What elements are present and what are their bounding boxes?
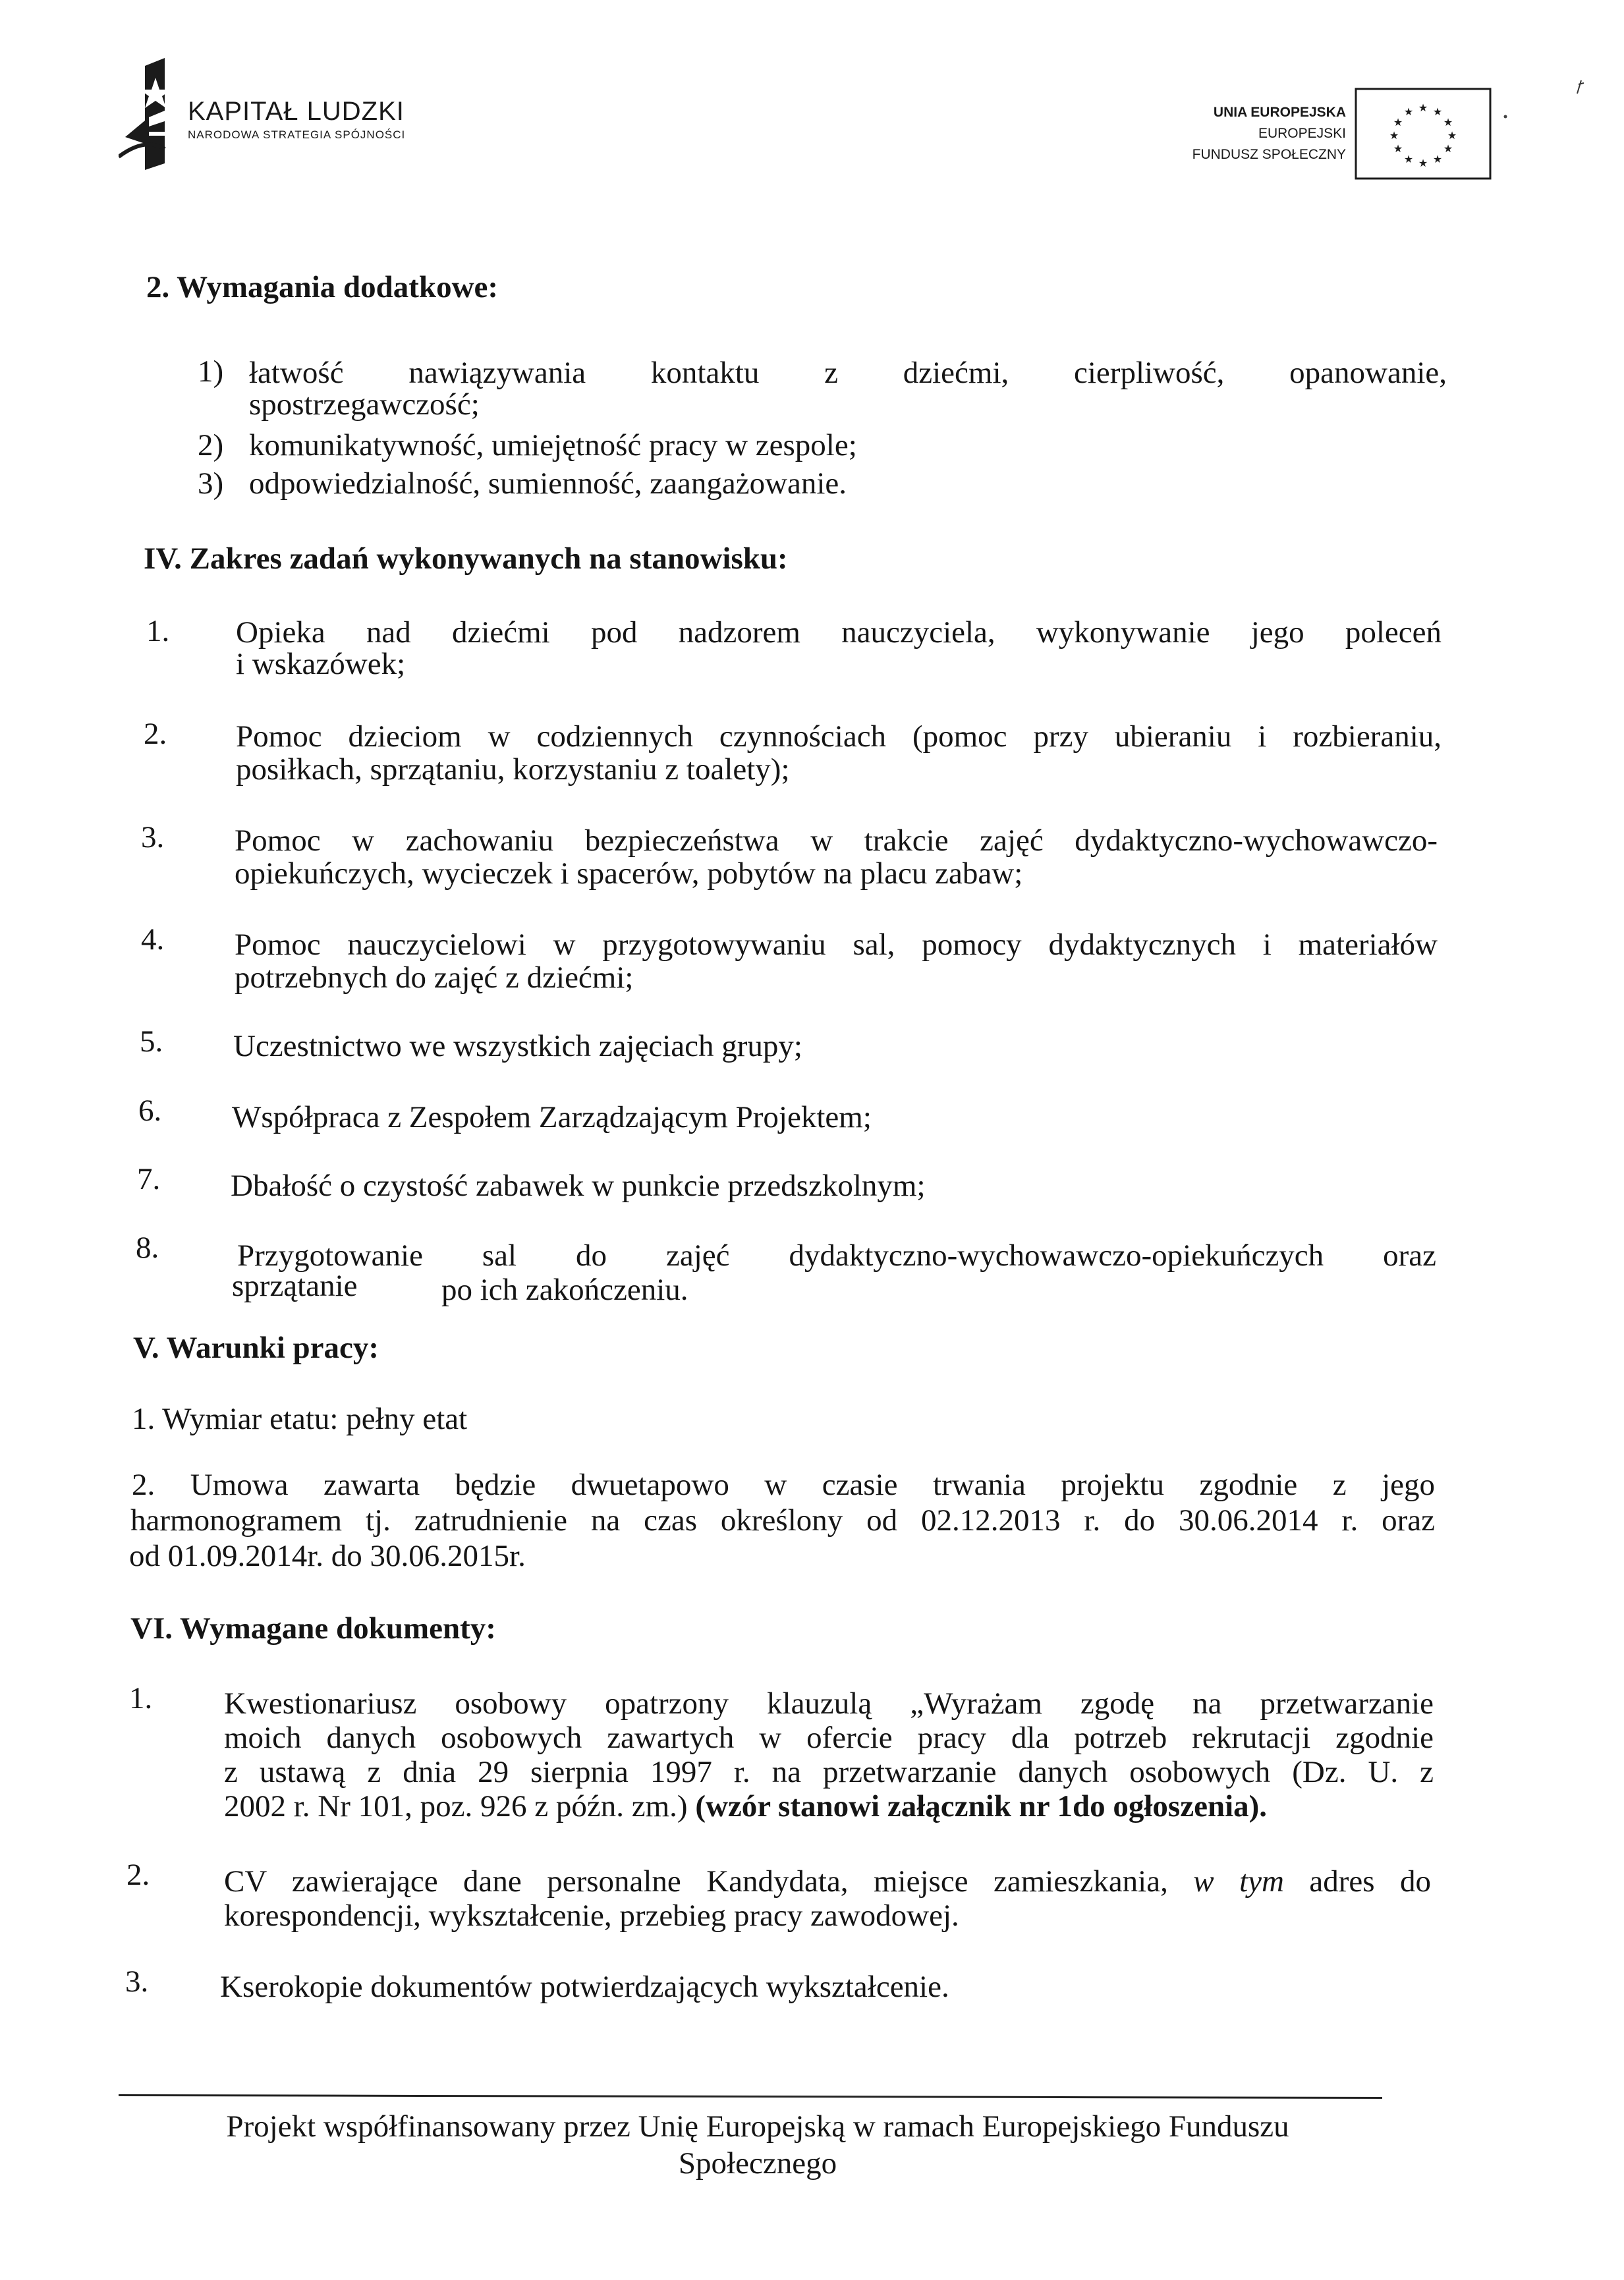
duty-item-8-line-1: Przygotowanie sal do zajęć dydaktyczno-wychowawczo-opiekuńczych oraz: [237, 1238, 1436, 1273]
scan-dot: [1502, 112, 1509, 121]
eu-fund-label: [1192, 102, 1346, 165]
duty-item-7-line-1: Dbałość o czystość zabawek w punkcie przedszkolnym;: [231, 1169, 926, 1203]
section-title-documents: VI. Wymagane dokumenty:: [130, 1611, 496, 1646]
eu-line-2: EUROPEJSKI: [1258, 126, 1346, 141]
conditions-item-2-line-2: harmonogramem tj. zatrudnienie na czas określony od 02.12.2013 r. do 30.06.2014 r. oraz: [130, 1503, 1435, 1538]
duty-item-1-line-1: Opieka nad dziećmi pod nadzorem nauczyciela, wykonywanie jego poleceń: [236, 615, 1442, 650]
svg-text:★: ★: [1403, 105, 1414, 118]
duty-item-2-line-2: posiłkach, sprzątaniu, korzystaniu z toalety);: [236, 752, 790, 787]
doc-item-1-line-3: z ustawą z dnia 29 sierpnia 1997 r. na przetwarzanie danych osobowych (Dz. U. z: [224, 1755, 1434, 1789]
doc-item-2-line-1-end: adres do: [1309, 1864, 1431, 1899]
doc-item-1-line-2: moich danych osobowych zawartych w ofercie pracy dla potrzeb rekrutacji zgodnie: [224, 1721, 1434, 1755]
svg-text:★: ★: [1393, 116, 1403, 128]
svg-text:★: ★: [1447, 129, 1457, 142]
duty-item-3-number: 3.: [141, 820, 165, 854]
doc-item-1-attachment-note: (wzór stanowi załącznik nr 1do ogłoszenia).: [695, 1789, 1268, 1823]
doc-item-1-line-4-text: 2002 r. Nr 101, poz. 926 z późn. zm.): [224, 1789, 688, 1823]
svg-text:★: ★: [1389, 129, 1399, 142]
duty-item-7-number: 7.: [137, 1162, 161, 1196]
doc-item-2-line-1-italic: w tym: [1193, 1864, 1284, 1899]
section-title-duties: IV. Zakres zadań wykonywanych na stanowisku:: [144, 542, 788, 576]
req-item-1-line-2: spostrzegawczość;: [249, 387, 480, 422]
footer-line-1: Projekt współfinansowany przez Unię Europejską w ramach Europejskiego Funduszu: [226, 2109, 1289, 2144]
duty-item-6-line-1: Współpraca z Zespołem Zarządzającym Projektem;: [232, 1100, 872, 1134]
svg-text:★: ★: [1403, 153, 1414, 165]
kapital-ludzki-name: KAPITAŁ LUDZKI: [188, 97, 405, 126]
duty-item-2-number: 2.: [144, 717, 167, 751]
duty-item-4-line-2: potrzebnych do zajęć z dziećmi;: [235, 960, 634, 995]
duty-item-5-line-1: Uczestnictwo we wszystkich zajęciach grupy;: [233, 1029, 802, 1063]
doc-item-3-line-1: Kserokopie dokumentów potwierdzających wykształcenie.: [220, 1970, 949, 2004]
section-title-conditions: V. Warunki pracy:: [133, 1331, 379, 1365]
conditions-item-2-line-1: 2. Umowa zawarta będzie dwuetapowo w czasie trwania projektu zgodnie z jego: [132, 1468, 1435, 1502]
svg-text:★: ★: [1432, 105, 1443, 118]
duty-item-4-number: 4.: [141, 922, 165, 957]
conditions-item-2-line-3: od 01.09.2014r. do 30.06.2015r.: [129, 1539, 526, 1573]
req-item-1-number: 1): [198, 354, 224, 389]
duty-item-8-line-2a: sprzątanie: [232, 1269, 358, 1303]
svg-text:★: ★: [1418, 157, 1428, 169]
svg-text:★: ★: [1418, 101, 1428, 114]
svg-text:★: ★: [1443, 116, 1453, 128]
doc-item-2-number: 2.: [126, 1858, 150, 1892]
duty-item-6-number: 6.: [138, 1094, 162, 1128]
doc-item-2-line-2: korespondencji, wykształcenie, przebieg pracy zawodowej.: [224, 1899, 959, 1933]
svg-text:★: ★: [1432, 153, 1443, 165]
duty-item-3-line-2: opiekuńczych, wycieczek i spacerów, pobytów na placu zabaw;: [235, 856, 1023, 891]
svg-text:★: ★: [1443, 142, 1453, 155]
conditions-item-1: 1. Wymiar etatu: pełny etat: [132, 1402, 468, 1436]
req-item-2-number: 2): [198, 428, 224, 462]
scan-mark: [1573, 78, 1586, 95]
eu-flag-icon: [1355, 88, 1492, 180]
svg-text:★: ★: [1393, 142, 1403, 155]
doc-item-1-line-1: Kwestionariusz osobowy opatrzony klauzulą „Wyrażam zgodę na przetwarzanie: [224, 1686, 1434, 1721]
eu-line-1: UNIA EUROPEJSKA: [1213, 105, 1346, 120]
duty-item-4-line-1: Pomoc nauczycielowi w przygotowywaniu sal, pomocy dydaktycznych i materiałów: [235, 928, 1438, 962]
doc-item-1-line-4: [224, 1789, 1267, 1823]
section-title-requirements: 2. Wymagania dodatkowe:: [146, 270, 499, 304]
req-item-1-line-1: łatwość nawiązywania kontaktu z dziećmi, cierpliwość, opanowanie,: [249, 356, 1447, 390]
doc-item-2-line-1-text: CV zawierające dane personalne Kandydata, miejsce zamieszkania,: [224, 1864, 1168, 1899]
eu-line-3: FUNDUSZ SPOŁECZNY: [1192, 147, 1346, 162]
duty-item-8-number: 8.: [136, 1231, 159, 1265]
doc-item-3-number: 3.: [125, 1964, 149, 1999]
doc-item-1-number: 1.: [129, 1681, 153, 1715]
duty-item-3-line-1: Pomoc w zachowaniu bezpieczeństwa w trakcie zajęć dydaktyczno-wychowawczo-: [235, 823, 1438, 858]
kapital-ludzki-subtitle: NARODOWA STRATEGIA SPÓJNOŚCI: [188, 128, 406, 141]
req-item-3-number: 3): [198, 466, 224, 501]
duty-item-1-number: 1.: [146, 614, 170, 648]
duty-item-5-number: 5.: [140, 1024, 163, 1059]
doc-item-2-line-1: [224, 1864, 1431, 1899]
footer-line-2: Społecznego: [678, 2146, 837, 2181]
duty-item-1-line-2: i wskazówek;: [236, 647, 406, 681]
footer-divider: [119, 2094, 1382, 2099]
req-item-2-line-1: komunikatywność, umiejętność pracy w zespole;: [249, 428, 857, 462]
duty-item-2-line-1: Pomoc dzieciom w codziennych czynnościach (pomoc przy ubieraniu i rozbieraniu,: [236, 719, 1442, 754]
duty-item-8-line-2b: po ich zakończeniu.: [441, 1273, 688, 1307]
req-item-3-line-1: odpowiedzialność, sumienność, zaangażowanie.: [249, 466, 847, 501]
